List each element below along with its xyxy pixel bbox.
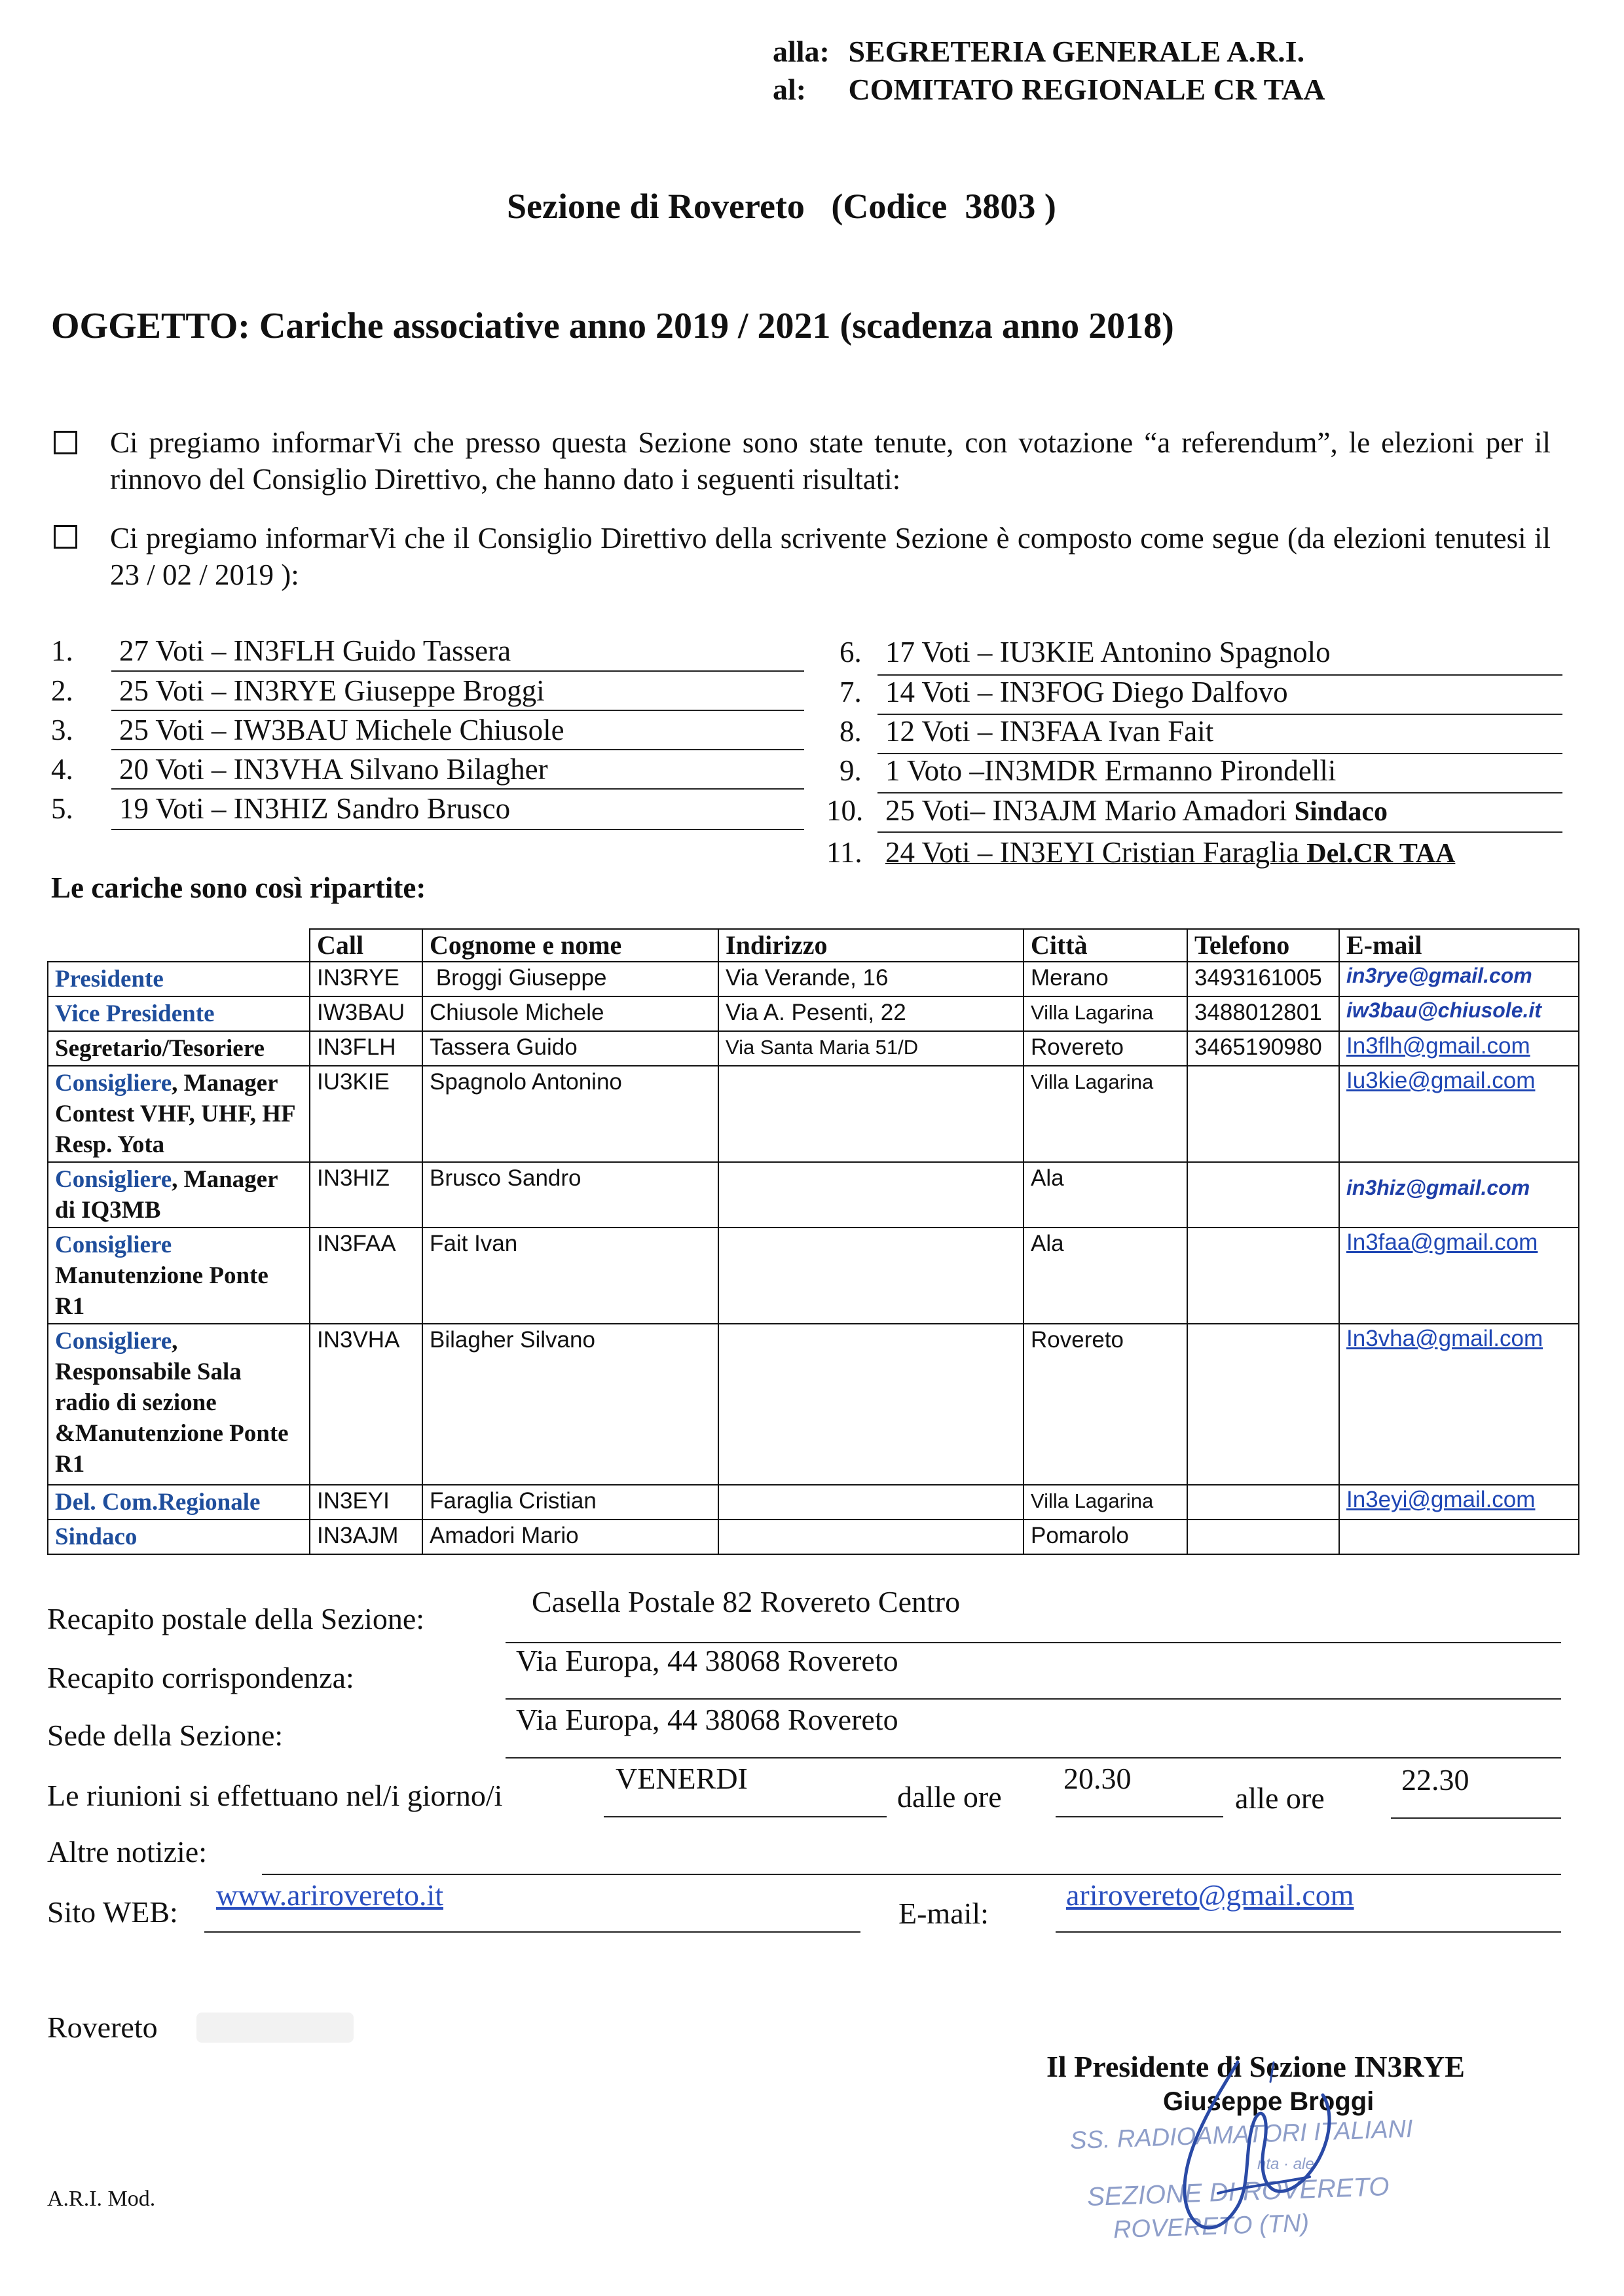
vote-number: 3. <box>51 714 73 746</box>
role-title: Sindaco <box>55 1523 138 1550</box>
email-label: E-mail: <box>898 1897 989 1930</box>
vote-text: 19 Voti – IN3HIZ Sandro Brusco <box>119 792 511 825</box>
vote-underline <box>111 749 804 750</box>
email-link[interactable] <box>1339 1520 1579 1554</box>
section-seat-value: Via Europa, 44 38068 Rovereto <box>516 1703 898 1736</box>
vote-number: 6. <box>840 636 862 668</box>
correspondence-line <box>506 1698 1561 1700</box>
role-title: Vice Presidente <box>55 1000 215 1027</box>
city-cell: Rovereto <box>1024 1324 1187 1485</box>
call-cell: IN3VHA <box>310 1324 422 1485</box>
vote-text-main: 25 Voti– IN3AJM Mario Amadori <box>885 794 1287 827</box>
signatory-name: Giuseppe Broggi <box>1163 2087 1375 2116</box>
email-link[interactable]: In3faa@gmail.com <box>1339 1228 1579 1324</box>
role-title: Presidente <box>55 966 164 993</box>
subject: OGGETTO: Cariche associative anno 2019 / 2021 (scadenza anno 2018) <box>51 306 1174 346</box>
recipient-line-1 <box>773 34 1304 69</box>
vote-number: 1. <box>51 634 73 667</box>
role-detail: , Responsabile Sala radio di sezione &Manutenzione Ponte R1 <box>55 1328 289 1478</box>
address-cell: Via Verande, 16 <box>718 962 1024 996</box>
notice-referendum-checkbox[interactable] <box>54 431 77 454</box>
table-row <box>48 1066 1579 1162</box>
table-row <box>48 1485 1579 1520</box>
table-row <box>48 996 1579 1031</box>
vote-number: 11. <box>826 836 862 869</box>
city-cell: Villa Lagarina <box>1024 1485 1187 1520</box>
role-cell <box>48 1031 310 1066</box>
website-label: Sito WEB: <box>47 1895 178 1929</box>
name-cell: Broggi Giuseppe <box>422 962 718 996</box>
city-cell: Villa Lagarina <box>1024 996 1187 1031</box>
vote-number: 9. <box>840 754 862 787</box>
name-cell: Faraglia Cristian <box>422 1485 718 1520</box>
stamp-line: nta · ale <box>1257 2155 1314 2173</box>
table-row <box>48 1228 1579 1324</box>
notice-council-checkbox[interactable] <box>54 525 77 549</box>
call-cell: IN3EYI <box>310 1485 422 1520</box>
stamp-line: SS. RADIOAMATORI ITALIANI <box>1069 2115 1414 2155</box>
vote-role-tag: Sindaco <box>1294 797 1388 827</box>
role-cell <box>48 1162 310 1228</box>
header-phone: Telefono <box>1187 929 1339 962</box>
table-row <box>48 1520 1579 1554</box>
name-cell: Bilagher Silvano <box>422 1324 718 1485</box>
role-cell <box>48 1485 310 1520</box>
table-row <box>48 1324 1579 1485</box>
name-cell: Spagnolo Antonino <box>422 1066 718 1162</box>
address-cell: Via Santa Maria 51/D <box>718 1031 1024 1066</box>
address-cell <box>718 1520 1024 1554</box>
phone-cell <box>1187 1520 1339 1554</box>
vote-number: 10. <box>826 794 864 827</box>
address-cell <box>718 1162 1024 1228</box>
email-link[interactable]: in3hiz@gmail.com <box>1339 1162 1579 1228</box>
phone-cell <box>1187 1162 1339 1228</box>
city-cell: Pomarolo <box>1024 1520 1187 1554</box>
role-cell <box>48 1520 310 1554</box>
recipient-label: alla: <box>773 35 830 68</box>
phone-cell: 3465190980 <box>1187 1031 1339 1066</box>
name-cell: Brusco Sandro <box>422 1162 718 1228</box>
end-time-label: alle ore <box>1235 1781 1325 1815</box>
vote-number: 7. <box>840 676 862 708</box>
address-cell <box>718 1066 1024 1162</box>
table-row <box>48 1031 1579 1066</box>
vote-text <box>885 835 1455 869</box>
call-cell: IU3KIE <box>310 1066 422 1162</box>
role-detail: Manutenzione Ponte R1 <box>55 1262 268 1320</box>
postal-address-label: Recapito postale della Sezione: <box>47 1602 425 1635</box>
role-cell <box>48 962 310 996</box>
city-cell: Merano <box>1024 962 1187 996</box>
other-news-line <box>262 1874 1561 1875</box>
vote-number: 4. <box>51 753 73 786</box>
vote-text: 17 Voti – IU3KIE Antonino Spagnolo <box>885 636 1331 668</box>
email-link[interactable]: in3rye@gmail.com <box>1339 962 1579 996</box>
header-name: Cognome e nome <box>422 929 718 962</box>
roles-table <box>47 928 1579 1555</box>
call-cell: IN3FLH <box>310 1031 422 1066</box>
email-link[interactable]: Iu3kie@gmail.com <box>1339 1066 1579 1162</box>
phone-cell: 3488012801 <box>1187 996 1339 1031</box>
call-cell: IW3BAU <box>310 996 422 1031</box>
role-title: Consigliere <box>55 1070 172 1097</box>
table-row <box>48 962 1579 996</box>
website-link[interactable]: www.arirovereto.it <box>216 1878 443 1912</box>
recipient-name: SEGRETERIA GENERALE A.R.I. <box>848 35 1305 68</box>
vote-text <box>885 793 1388 828</box>
vote-underline <box>111 710 804 711</box>
vote-text: 25 Voti – IN3RYE Giuseppe Broggi <box>119 674 545 707</box>
vote-text: 12 Voti – IN3FAA Ivan Fait <box>885 715 1214 748</box>
header-address: Indirizzo <box>718 929 1024 962</box>
meetings-day-line <box>604 1816 887 1817</box>
table-header-row <box>48 929 1579 962</box>
address-cell: Via A. Pesenti, 22 <box>718 996 1024 1031</box>
vote-text: 1 Voto –IN3MDR Ermanno Pirondelli <box>885 754 1337 787</box>
phone-cell: 3493161005 <box>1187 962 1339 996</box>
role-title: Consigliere <box>55 1328 172 1355</box>
redacted-date <box>196 2013 354 2043</box>
correspondence-value: Via Europa, 44 38068 Rovereto <box>516 1644 898 1677</box>
phone-cell <box>1187 1066 1339 1162</box>
name-cell: Amadori Mario <box>422 1520 718 1554</box>
vote-underline <box>111 788 804 790</box>
stamp-line: SEZIONE DI ROVERETO <box>1086 2172 1390 2212</box>
end-time-value: 22.30 <box>1401 1763 1469 1796</box>
email-line <box>1056 1931 1561 1933</box>
address-cell <box>718 1485 1024 1520</box>
vote-number: 2. <box>51 674 73 707</box>
vote-text: 20 Voti – IN3VHA Silvano Bilagher <box>119 753 548 786</box>
notice-council-text: Ci pregiamo informarVi che il Consiglio Direttivo della scrivente Sezione è composto come segue (da elezioni tenutesi il 23 / 02 / 2019 ): <box>110 522 1551 591</box>
vote-role-tag: Del.CR TAA <box>1306 839 1456 869</box>
header-role <box>48 929 310 962</box>
vote-text: 27 Voti – IN3FLH Guido Tassera <box>119 634 511 667</box>
phone-cell <box>1187 1228 1339 1324</box>
role-title: Consigliere <box>55 1166 172 1193</box>
city-cell: Rovereto <box>1024 1031 1187 1066</box>
website-line <box>204 1931 860 1933</box>
vote-underline <box>111 829 804 830</box>
form-model-footer: A.R.I. Mod. <box>47 2187 156 2211</box>
name-cell: Chiusole Michele <box>422 996 718 1031</box>
phone-cell <box>1187 1485 1339 1520</box>
city-cell: Ala <box>1024 1162 1187 1228</box>
stamp-line: ROVERETO (TN) <box>1113 2209 1310 2244</box>
header-city: Città <box>1024 929 1187 962</box>
call-cell: IN3RYE <box>310 962 422 996</box>
role-title: Del. Com.Regionale <box>55 1489 261 1516</box>
correspondence-label: Recapito corrispondenza: <box>47 1661 354 1694</box>
recipient-label: al: <box>773 73 807 106</box>
call-cell: IN3FAA <box>310 1228 422 1324</box>
email-link[interactable]: arirovereto@gmail.com <box>1066 1878 1354 1912</box>
role-cell <box>48 1324 310 1485</box>
place: Rovereto <box>47 2011 158 2044</box>
name-cell: Fait Ivan <box>422 1228 718 1324</box>
recipient-line-2 <box>773 72 1325 107</box>
meetings-day-value: VENERDI <box>616 1762 748 1795</box>
vote-underline <box>111 670 804 672</box>
meetings-label: Le riunioni si effettuano nel/i giorno/i <box>47 1779 503 1812</box>
roles-heading: Le cariche sono così ripartite: <box>51 871 426 904</box>
recipient-name: COMITATO REGIONALE CR TAA <box>848 73 1325 106</box>
role-cell <box>48 1066 310 1162</box>
start-time-line <box>1056 1816 1223 1817</box>
table-row <box>48 1162 1579 1228</box>
vote-text: 14 Voti – IN3FOG Diego Dalfovo <box>885 676 1288 708</box>
vote-underline <box>877 831 1562 833</box>
email-link[interactable]: iw3bau@chiusole.it <box>1339 996 1579 1031</box>
section-seat-line <box>506 1757 1561 1758</box>
role-title: Consigliere <box>55 1231 172 1258</box>
section-title: Sezione di Rovereto (Codice 3803 ) <box>507 187 1056 226</box>
role-detail: , Manager Contest VHF, UHF, HF Resp. Yota <box>55 1070 295 1158</box>
role-cell <box>48 996 310 1031</box>
role-title: Segretario/Tesoriere <box>55 1035 265 1062</box>
end-time-line <box>1391 1817 1561 1819</box>
postal-address-value: Casella Postale 82 Rovereto Centro <box>532 1585 961 1618</box>
start-time-value: 20.30 <box>1063 1762 1132 1795</box>
call-cell: IN3HIZ <box>310 1162 422 1228</box>
name-cell: Tassera Guido <box>422 1031 718 1066</box>
role-cell <box>48 1228 310 1324</box>
section-seat-label: Sede della Sezione: <box>47 1719 284 1752</box>
signature-title: Il Presidente di Sezione IN3RYE <box>1046 2050 1465 2083</box>
header-email: E-mail <box>1339 929 1579 962</box>
email-link[interactable]: In3eyi@gmail.com <box>1339 1485 1579 1520</box>
city-cell: Ala <box>1024 1228 1187 1324</box>
email-link[interactable]: In3flh@gmail.com <box>1339 1031 1579 1066</box>
handwritten-signature <box>1139 2043 1375 2265</box>
vote-number: 8. <box>840 715 862 748</box>
vote-text: 25 Voti – IW3BAU Michele Chiusole <box>119 714 564 746</box>
city-cell: Villa Lagarina <box>1024 1066 1187 1162</box>
call-cell: IN3AJM <box>310 1520 422 1554</box>
role-detail: , Manager di IQ3MB <box>55 1166 278 1224</box>
email-link[interactable]: In3vha@gmail.com <box>1339 1324 1579 1485</box>
vote-number: 5. <box>51 792 73 825</box>
address-cell <box>718 1324 1024 1485</box>
phone-cell <box>1187 1324 1339 1485</box>
notice-referendum-text: Ci pregiamo informarVi che presso questa Sezione sono state tenute, con votazione “a referendum”, le elezioni per il rinnovo del Consiglio Direttivo, che hanno dato i seguenti risultati: <box>110 426 1551 496</box>
address-cell <box>718 1228 1024 1324</box>
other-news-label: Altre notizie: <box>47 1835 207 1868</box>
vote-text-main: 24 Voti – IN3EYI Cristian Faraglia <box>885 836 1300 869</box>
start-time-label: dalle ore <box>897 1780 1002 1813</box>
header-call: Call <box>310 929 422 962</box>
